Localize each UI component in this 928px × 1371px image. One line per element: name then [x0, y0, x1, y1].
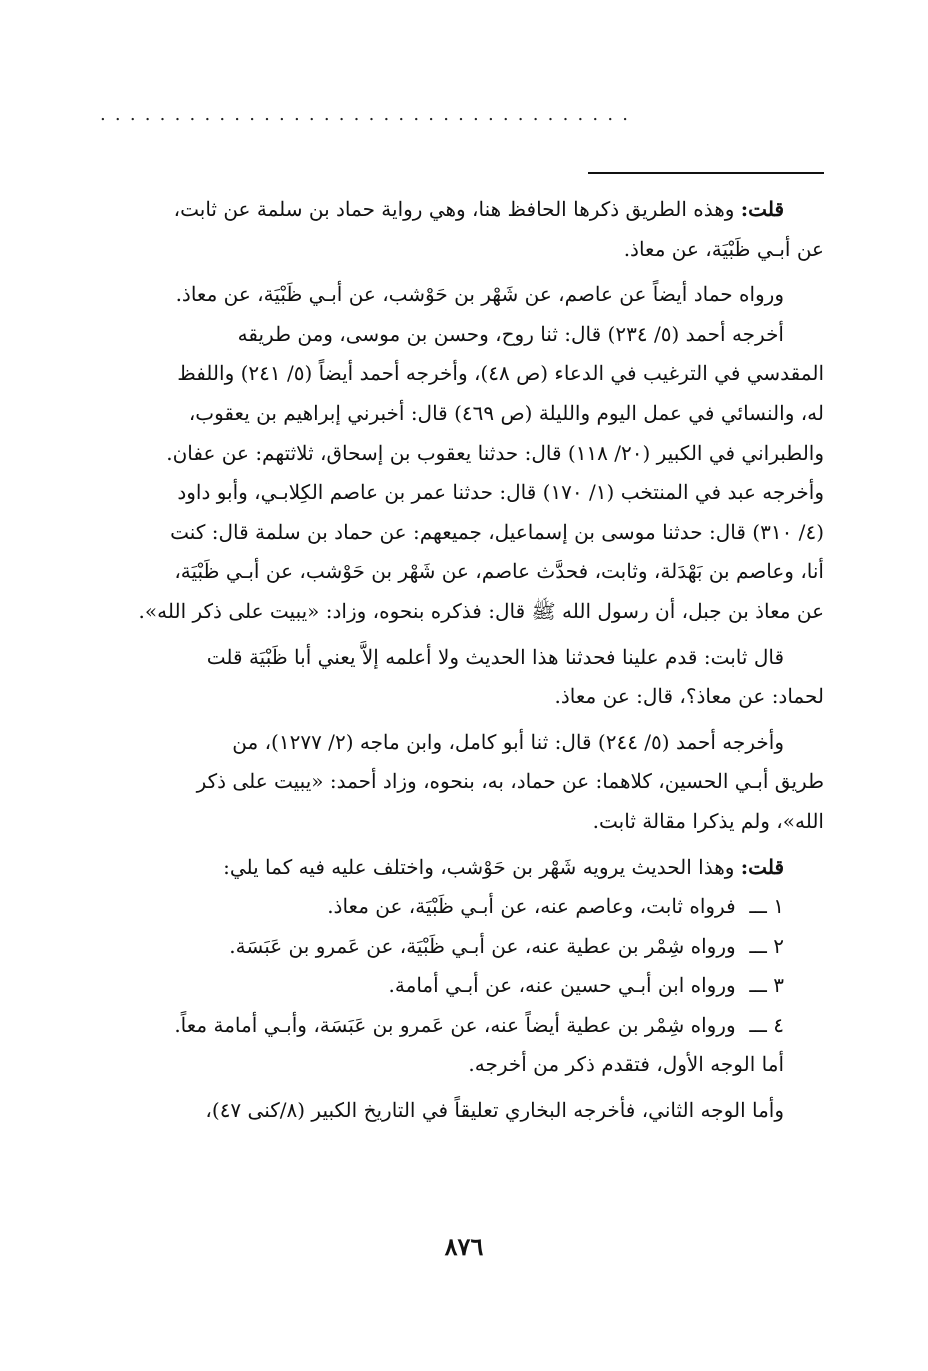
- list-item-text: ورواه ابن أبـي حسين عنه، عن أبـي أمامة.: [388, 973, 736, 998]
- paragraph-1: [98, 190, 824, 230]
- list-item: [98, 927, 824, 967]
- paragraph-5-line-2: طريق أبـي الحسين، كلاهما: عن حماد، به، بنحوه، وزاد أحمد: «يبيت على ذكر: [196, 769, 824, 794]
- list-item: [98, 887, 824, 927]
- qult-keyword: قلت:: [740, 197, 784, 221]
- paragraph-3-line-3: له، والنسائي في عمل اليوم والليلة (ص ٤٦٩) قال: أخبرني إبراهيم بن يعقوب،: [188, 400, 824, 425]
- page-body: [98, 190, 824, 1131]
- paragraph-4-line-1: قال ثابت: قدم علينا فحدثنا هذا الحديث ولا أعلمه إلاَّ يعني أبا ظَبْيَة قلت: [206, 644, 784, 669]
- qult-keyword: قلت:: [740, 854, 784, 879]
- paragraph-5-line-3: الله»، ولم يذكرا مقالة ثابت.: [592, 808, 824, 833]
- paragraph-5-line-1: وأخرجه أحمد (٥/ ٢٤٤) قال: ثنا أبو كامل، وابن ماجه (٢/ ١٢٧٧)، من: [232, 729, 784, 754]
- list-item-number: ٢ ـــ: [749, 933, 784, 958]
- dotted-header-line: ....................................: [100, 104, 638, 125]
- list-item-number: ١ ـــ: [749, 894, 784, 919]
- list-item: [98, 966, 824, 1006]
- footnote-rule: [588, 172, 824, 174]
- list-item-number: ٤ ـــ: [749, 1012, 784, 1037]
- paragraph-6: [98, 848, 824, 888]
- paragraph-1-line-2: عن أبـي ظَبْيَة، عن معاذ.: [623, 236, 824, 261]
- paragraph-3-line-7: أنا، وعاصم بن بَهْدَلة، وثابت، فحدَّث عاصم، عن شَهْر بن حَوْشب، عن أبـي ظَبْيَة،: [174, 559, 824, 584]
- list-item-number: ٣ ـــ: [749, 973, 784, 998]
- list-item: [98, 1006, 824, 1046]
- paragraph-8: وأما الوجه الثاني، فأخرجه البخاري تعليقاً في التاريخ الكبير (٨/كنى ٤٧)،: [205, 1098, 784, 1123]
- paragraph-1-line-1: وهذه الطريق ذكرها الحافظ هنا، وهي رواية حماد بن سلمة عن ثابت،: [173, 197, 735, 221]
- paragraph-3-line-2: المقدسي في الترغيب في الدعاء (ص ٤٨)، وأخرجه أحمد أيضاً (٥/ ٢٤١) واللفظ: [177, 361, 824, 386]
- paragraph-3-line-5: وأخرجه عبد في المنتخب (١/ ١٧٠) قال: حدثنا عمر بن عاصم الكِلابـي، وأبو داود: [177, 480, 824, 505]
- paragraph-3-line-8: عن معاذ بن جبل، أن رسول الله ﷺ قال: فذكره بنحوه، وزاد: «يبيت على ذكر الله».: [138, 598, 824, 623]
- paragraph-3-line-1: أخرجه أحمد (٥/ ٢٣٤) قال: ثنا روح، وحسن بن موسى، ومن طريقه: [237, 321, 784, 346]
- paragraph-3-line-4: والطبراني في الكبير (٢٠/ ١١٨) قال: حدثنا يعقوب بن إسحاق، ثلاثتهم: عن عفان.: [166, 440, 824, 465]
- paragraph-2: ورواه حماد أيضاً عن عاصم، عن شَهْر بن حَوْشب، عن أبـي ظَبْيَة، عن معاذ.: [175, 282, 784, 307]
- paragraph-6-text: وهذا الحديث يرويه شَهْر بن حَوْشب، واختلف عليه فيه كما يلي:: [223, 854, 735, 879]
- paragraph-7: أما الوجه الأول، فتقدم ذكر من أخرجه.: [468, 1052, 784, 1077]
- list-item-text: ورواه شِمْر بن عطية أيضاً عنه، عن عَمرو بن عَبَسَة، وأبـي أمامة معاً.: [174, 1012, 736, 1037]
- list-item-text: ورواه شِمْر بن عطية عنه، عن أبـي ظَبْيَة، عن عَمرو بن عَبَسَة.: [229, 933, 736, 958]
- page-number: ٨٧٦: [444, 1232, 484, 1261]
- paragraph-3-line-6: (٤/ ٣١٠) قال: حدثنا موسى بن إسماعيل، جميعهم: عن حماد بن سلمة قال: كنت: [170, 519, 824, 544]
- paragraph-4-line-2: لحماد: عن معاذ؟، قال: عن معاذ.: [554, 684, 824, 709]
- list-item-text: فرواه ثابت، وعاصم عنه، عن أبـي ظَبْيَة، عن معاذ.: [327, 894, 736, 919]
